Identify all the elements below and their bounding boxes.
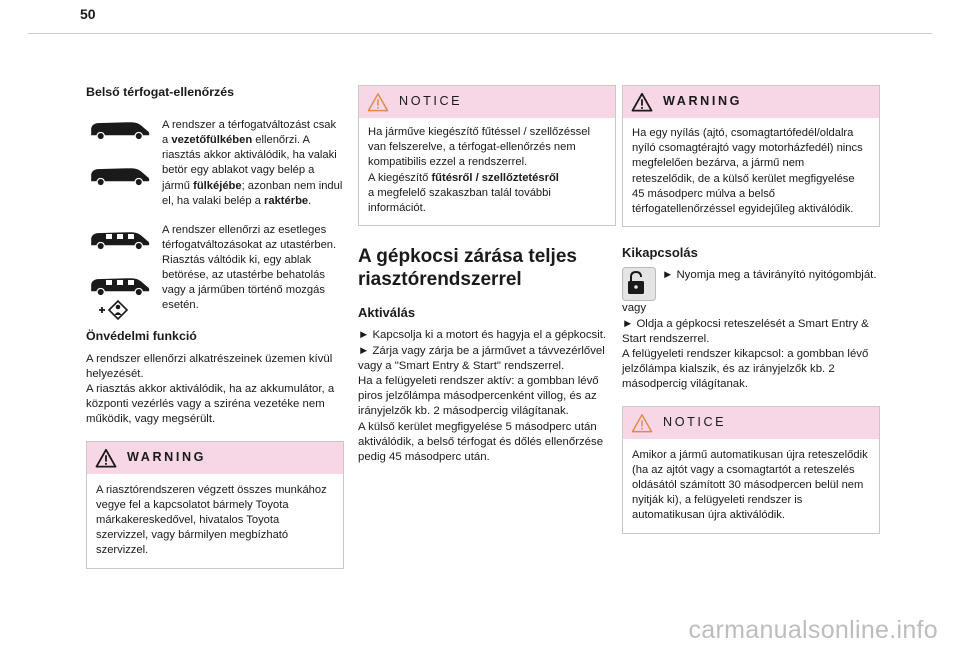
activation-step-2: ► Zárja vagy zárja be a járművet a távvezérlővel vagy a "Smart Entry & Start" rendszerrel. [358,344,605,372]
notice-header-right [623,407,879,439]
deactivation-step-1: ► Nyomja meg a távirányító nyitógombját. [662,269,877,282]
activation-step-1: ► Kapcsolja ki a motort és hagyja el a gépkocsit. [358,329,607,342]
activation-info-2: A külső kerület megfigyelése 5 másodperc után aktiválódik, a belső térfogat és dőlés ellenőrzése pedig 45 másodperc után. [358,420,604,464]
van-cabin-icon [86,119,150,141]
van-passenger-alt-icon [86,275,150,297]
column-left [86,85,344,569]
deactivation-info: A felügyeleti rendszer kikapcsol: a gombban lévő jelzőlámpa kialszik, és az irányjelzők kb. 2 másodpercig világítanak. [622,348,869,391]
notice-body: Ha járműve kiegészítő fűtéssel / szellőzéssel van felszerelve, a térfogat-ellenőrzés nem kompatibilis ezzel a rendszerrel. A kiegészítő fűtésről / szellőztetésről a megfelelő szakaszban talál további információt. [368,126,590,215]
passenger-monitoring-text: A rendszer ellenőrzi az esetleges térfogatváltozásokat az utastérben. Riasztás váltódik ki, egy ablak betörése, az utastérbe behatolás vagy a járműben történő mozgás esetén. [162,223,337,312]
cabin-monitoring-text: A rendszer a térfogatváltozást csak a vezetőfülkében ellenőrzi. A riasztás akkor aktiválódik, ha valaki betör egy ablakot vagy belép a jármű fülkéjébe; azonban nem indul el, ha valaki belép a raktérbe. [162,119,343,207]
notice-body-right: Amikor a jármű automatikusan újra reteszelődik (ha az ajtót vagy a csomagtartót a reteszelés oldásától számított 30 másodpercen belül nem nyitják ki), a felügyeleti rendszer is automatikusan újra aktiválódik. [632,448,868,522]
cabin-monitoring-row [86,118,344,209]
notice-box-right [622,406,880,534]
notice-title-right: NOTICE [663,415,727,430]
self-protection-p1: A rendszer ellenőrzi alkatrészeinek üzemen kívül helyezését. [86,352,333,380]
notice-icon [631,413,653,433]
intrusion-person-icon [98,299,132,321]
notice-box-middle [358,85,616,226]
notice-icon [367,92,389,112]
warning-title-right: WARNING [663,94,743,109]
van-cabin-alt-icon [86,165,150,187]
notice-header [359,86,615,118]
warning-title: WARNING [127,449,207,464]
warning-header-right [623,86,879,118]
main-heading: A gépkocsi zárása teljes riasztórendszerrel [358,246,577,291]
warning-icon [95,448,117,468]
warning-icon [631,92,653,112]
top-divider [28,33,932,34]
section-heading-self-protection: Önvédelmi funkció [86,329,197,344]
section-heading-volume: Belső térfogat-ellenőrzés [86,85,235,99]
self-protection-p2: A riasztás akkor aktiválódik, ha az akkumulátor, a központi vezérlés vagy a sziréna vezetéke nem működik, vagy megsérült. [86,382,335,426]
notice-title: NOTICE [399,94,463,109]
deactivation-or: vagy [622,302,647,315]
van-passenger-icon [86,229,150,251]
warning-header [87,442,343,474]
passenger-van-icons [86,223,162,297]
activation-info-1: Ha a felügyeleti rendszer aktív: a gombban lévő piros jelzőlámpa másodpercenként villog, és az irányjelzők kb. 2 másodpercig világítanak. [358,375,599,418]
warning-box-left [86,441,344,569]
deactivation-heading: Kikapcsolás [622,245,698,261]
deactivation-step-2: ► Oldja a gépkocsi reteszelését a Smart Entry & Start rendszerrel. [622,317,869,345]
page-number: 50 [80,6,96,22]
passenger-monitoring-row [86,223,344,314]
warning-body-right: Ha egy nyílás (ajtó, csomagtartófedél/oldalra nyíló csomagtérajtó vagy motorházfedél) nincs megfelelően bezárva, a jármű nem reteszelődik, de a külső kerület megfigyelése 45 másodperc múlva a belső térfogatellenőrzéssel egyidejűleg aktiválódik. [632,127,863,216]
column-right [622,85,880,534]
deactivation-first-row [622,268,880,301]
column-middle [358,85,616,465]
unlock-icon [622,267,656,301]
watermark-text: carmanualsonline.info [688,616,938,644]
warning-body: A riasztórendszeren végzett összes munkához vegye fel a kapcsolatot bármely Toyota márkakereskedővel, hivatalos Toyota szervizzel, vagy bármilyen megbízható szervizzel. [96,483,327,557]
cabin-van-icons [86,118,162,187]
activation-heading: Aktiválás [358,305,416,321]
warning-box-right [622,85,880,227]
